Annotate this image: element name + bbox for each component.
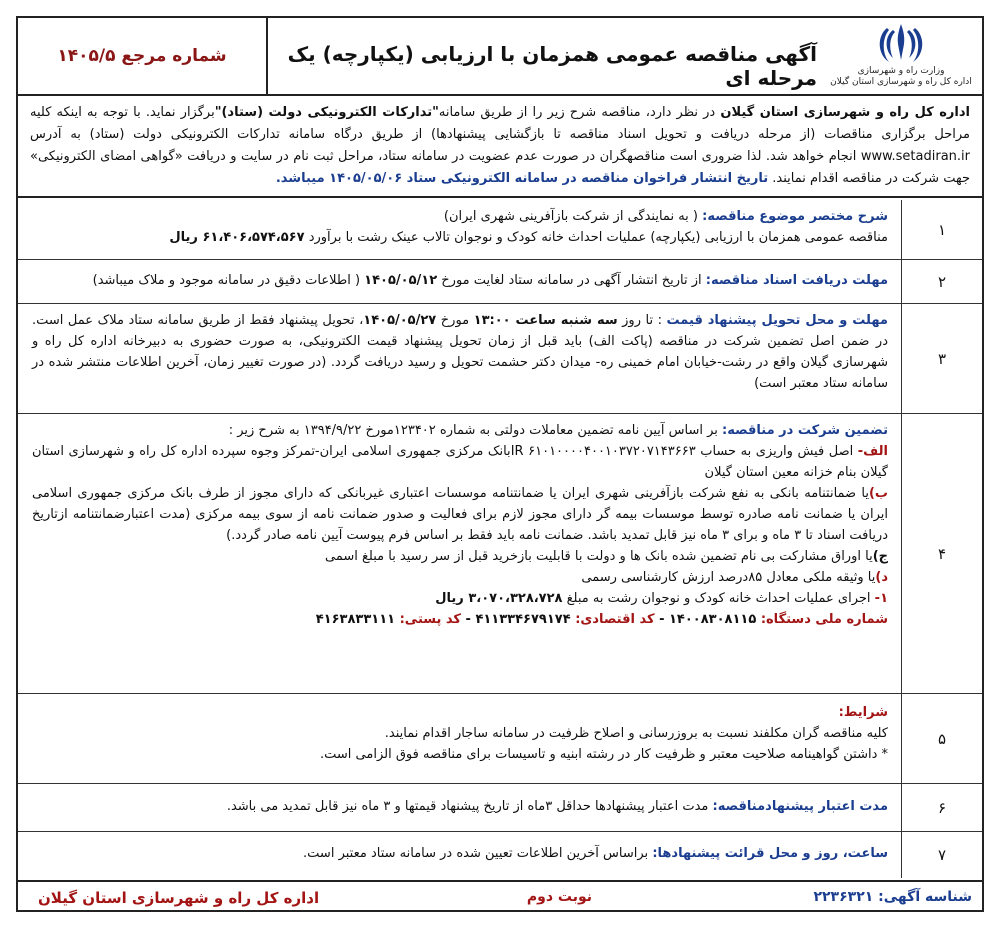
row-text: ، تحویل پیشنهاد فقط از طریق سامانه ستاد ملاک عمل است. در ضمن اصل تضمین شرکت در مناقصه (پاکت الف) باید قبل از زمان تحویل پیشنهاد قیمت الکترونیکی، به صورت حضوری به دبیرخانه اداره کل راه و شهرسازی گیلان واقع در رشت-خیابان امام خمینی ره- میدان دکتر حشمت تحویل و رسید دریافت گردد. (در صورت تغییر زمان، آخرین اطلاعات منتشر شده در سامانه ستاد معتبر است) <box>32 313 888 391</box>
economic-code-label: کد اقتصادی: <box>575 612 655 627</box>
row-number: ۴ <box>901 414 982 693</box>
table-row <box>18 200 982 260</box>
row-heading: تضمین شرکت در مناقصه: <box>722 423 888 438</box>
row-heading: مهلت دریافت اسناد مناقصه: <box>705 273 888 288</box>
table-row <box>18 260 982 304</box>
clause-alef-label: الف- <box>857 444 888 459</box>
row-text: براساس آخرین اطلاعات تعیین شده در سامانه ستاد معتبر است. <box>303 846 653 861</box>
reference-number: شماره مرجع ۱۴۰۵/۵ <box>18 18 268 94</box>
row-heading: شرح مختصر موضوع مناقصه: <box>702 209 888 224</box>
row-content <box>18 414 902 693</box>
row-content <box>18 304 902 413</box>
row-text: مناقصه عمومی همزمان با ارزیابی (یکپارچه) عملیات احداث خانه کودک و نوجوان تالاب عینک رشت با برآورد <box>304 230 888 245</box>
postal-code-label: کد پستی: <box>399 612 461 627</box>
table-row <box>18 784 982 832</box>
guarantee-item-number: ۱- <box>874 591 888 606</box>
estimate-amount: ۶۱،۴۰۶،۵۷۴،۵۶۷ ریال <box>169 230 305 245</box>
intro-system: "تدارکات الکترونیکی دولت (ستاد)" <box>214 105 439 120</box>
notice-title: آگهی مناقصه عمومی همزمان با ارزیابی (یکپارچه) یک مرحله ای <box>287 42 817 90</box>
guarantee-amount: ۳،۰۷۰،۳۲۸،۷۲۸ ریال <box>435 591 563 606</box>
row-text: مورخ <box>436 313 474 328</box>
clause-jim-label: ج) <box>872 549 888 564</box>
row-text: از تاریخ انتشار آگهی در سامانه ستاد لغایت مورخ <box>437 273 706 288</box>
condition-item: * داشتن گواهینامه صلاحیت معتبر و ظرفیت کار در رشته ابنیه و تاسیسات برای مناقصه فوق الزامی است. <box>320 747 888 762</box>
ad-id: شناسه آگهی: ۲۲۳۶۳۲۱ <box>813 889 972 905</box>
clause-be-label: ب) <box>868 486 888 501</box>
row-text: ( به نمایندگی از شرکت بازآفرینی شهری ایران) <box>443 209 703 224</box>
condition-item: کلیه مناقصه گران مکلفند نسبت به بروزرسانی و اصلاح ظرفیت در سامانه ساجار اقدام نمایند. <box>384 726 888 741</box>
notice-footer <box>18 880 982 914</box>
guarantee-item-text: اجرای عملیات احداث خانه کودک و نوجوان رشت به مبلغ <box>562 591 875 606</box>
table-row <box>18 832 982 878</box>
row-content <box>18 200 902 259</box>
tender-notice <box>16 16 984 912</box>
intro-text-3: انجام خواهد شد. لذا ضروری است مناقصهگران در صورت عدم عضویت در سامانه ستاد، مراحل ثبت نام در سایت و دریافت «گواهی امضای الکترونیکی» جهت شرکت در مناقصه اقدام نمایند. <box>30 149 970 186</box>
economic-code: ۴۱۱۳۳۴۶۷۹۱۷۴ - <box>460 612 576 627</box>
clause-alef-text: اصل فیش واریزی به حساب ۶۱۰۱۰۰۰۰۴۰۰۱۰۳۷۲۰۷۱۴۳۶۶۳ IRبانک مرکزی جمهوری اسلامی ایران-تمرکز وجوه سپرده اداره کل راه و شهرسازی استان گیلان بنام خزانه معین استان گیلان <box>32 444 888 480</box>
row-number: ۱ <box>901 200 982 259</box>
row-content <box>18 260 902 303</box>
deadline-date: ۱۴۰۵/۰۵/۱۲ <box>364 273 438 288</box>
table-row <box>18 694 982 784</box>
notice-header <box>18 18 982 96</box>
intro-date: تاریخ انتشار فراخوان مناقصه در سامانه الکترونیکی ستاد ۱۴۰۵/۰۵/۰۶ میباشد. <box>275 171 769 186</box>
clause-dal-label: د) <box>875 570 888 585</box>
row-text: بر اساس آیین نامه تضمین معاملات دولتی به شماره ۱۲۳۴۰۲مورخ ۱۳۹۴/۹/۲۲ به شرح زیر : <box>228 423 723 438</box>
row-number: ۵ <box>901 694 982 783</box>
row-text: : تا روز <box>617 313 667 328</box>
table-row <box>18 414 982 694</box>
row-number: ۲ <box>901 260 982 303</box>
ministry-name: وزارت راه و شهرسازی <box>857 66 945 76</box>
submission-date: ۱۴۰۵/۰۵/۲۷ <box>363 313 437 328</box>
row-number: ۷ <box>901 832 982 878</box>
clause-jim-text: یا اوراق مشارکت بی نام تضمین شده بانک ها و دولت با قابلیت بازخرید قبل از سر رسید با مبلغ اسمی <box>325 549 873 564</box>
intro-paragraph <box>18 96 982 198</box>
row-content <box>18 832 902 878</box>
intro-org: اداره کل راه و شهرسازی استان گیلان <box>720 105 970 120</box>
ministry-logo <box>826 20 976 92</box>
intro-text-1: در نظر دارد، مناقصه شرح زیر را از طریق سامانه <box>438 105 721 120</box>
office-name: اداره کل راه و شهرسازی استان گیلان <box>830 77 972 87</box>
row-text: مدت اعتبار پیشنهادها حداقل ۳ماه از تاریخ پیشنهاد قیمتها و ۳ ماه نیز قابل تمدید می باشد. <box>226 799 713 814</box>
row-content <box>18 784 902 831</box>
submission-time: سه شنبه ساعت ۱۳:۰۰ <box>473 313 618 328</box>
row-number: ۳ <box>901 304 982 413</box>
row-content <box>18 694 902 783</box>
table-row <box>18 304 982 414</box>
row-text: ( اطلاعات دقیق در سامانه موجود و ملاک میباشد) <box>92 273 365 288</box>
clause-be-text: یا ضمانتنامه بانکی به نفع شرکت بازآفرینی شهری ایران یا ضمانتنامه موسسات اعتباری غیربانکی که دارای مجوز از طرف بانک مرکزی جمهوری اسلامی ایران یا ضمانت نامه صادره توسط موسسات بیمه گر دارای مجوز لازم برای فعالیت و صدور ضمانت نامه از سوی بیمه مرکزی (مدت اعتبارضمانتنامه ازتاریخ دریافت اسناد تا ۳ ماه و برای ۳ ماه نیز قابل تمدید باشد. ضمانت نامه باید فقط بر اساس فرم پیوست آیین نامه صادر گردد.) <box>32 486 888 543</box>
row-heading: مهلت و محل تحویل پیشنهاد قیمت <box>666 313 888 328</box>
row-heading: شرایط: <box>838 705 888 720</box>
footer-org: اداره کل راه و شهرسازی استان گیلان <box>38 889 320 907</box>
postal-code: ۴۱۶۳۸۳۳۱۱۱ <box>315 612 400 627</box>
publication-round: نوبت دوم <box>526 889 592 905</box>
row-heading: ساعت، روز و محل قرائت پیشنهادها: <box>652 846 888 861</box>
iran-emblem-icon <box>873 20 929 66</box>
intro-url: www.setadiran.ir <box>860 149 970 164</box>
clause-dal-text: یا وثیقه ملکی معادل ۸۵درصد ارزش کارشناسی رسمی <box>581 570 876 585</box>
row-number: ۶ <box>901 784 982 831</box>
national-id-label: شماره ملی دستگاه: <box>760 612 888 627</box>
row-heading: مدت اعتبار پیشنهادمناقصه: <box>712 799 888 814</box>
intro-text-2: برگزار نماید. با توجه به اینکه کلیه مراحل برگزاری مناقصات (از مرحله دریافت و تحویل اسناد مناقصه تا بازگشایی پیشنهادها) از طریق درگاه سامانه تدارکات الکترونیکی دولت (ستاد) به آدرس <box>30 105 970 142</box>
national-id: ۱۴۰۰۸۳۰۸۱۱۵ - <box>654 612 761 627</box>
